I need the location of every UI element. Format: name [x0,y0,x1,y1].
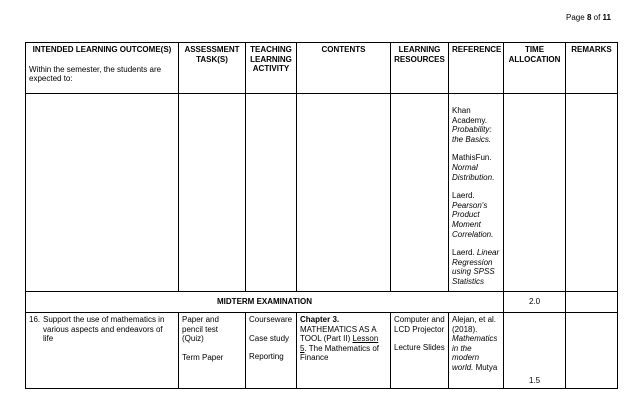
teaching-item: Case study [249,333,290,343]
cell-assessment [179,94,246,292]
header-ilo-title: INTENDED LEARNING OUTCOME(S) [32,45,172,54]
reference-entry: Laerd. Linear Regression using SPSS Statistics [452,248,500,286]
content-lesson-title: . The Mathematics of Finance [300,343,380,363]
header-contents: CONTENTS [297,43,391,94]
content-chapter: Chapter 3. [300,315,340,324]
cell-time [504,94,566,292]
table-row [26,313,618,389]
cell-time: 1.5 [504,313,566,389]
cell-reference: Alejan, et al. (2018). Mathematics in the modern world. Mutya [449,313,504,389]
outcome-text: Support the use of mathematics in various aspects and endeavors of life [43,315,165,344]
cell-resources [391,313,449,389]
header-time: TIME ALLOCATION [504,43,566,94]
midterm-label: MIDTERM EXAMINATION [26,292,504,313]
cell-assessment [179,313,246,389]
table-row [26,94,618,292]
header-ilo-subtitle: Within the semester, the students are expected to: [29,64,162,84]
page-number [566,13,611,22]
cell-resources [391,94,449,292]
page-label: Page [566,13,585,22]
assessment-item: Paper and pencil test (Quiz) [182,315,219,344]
cell-ilo [26,94,179,292]
midterm-remarks [566,292,618,313]
page-of: of [593,13,601,22]
page-current: 8 [586,13,592,22]
syllabus-table [25,42,618,389]
cell-reference [449,94,504,292]
page-total: 11 [602,13,611,22]
resource-item: Computer and LCD Projector [394,315,445,334]
assessment-item: Term Paper [182,352,224,362]
midterm-time: 2.0 [504,292,566,313]
reference-entry: MathisFun. Normal Distribution. [452,153,495,182]
header-ilo [26,43,179,94]
cell-teaching [246,94,297,292]
cell-teaching [246,313,297,389]
midterm-row [26,292,618,313]
content-title: MATHEMATICS AS A TOOL (Part II) [300,324,377,344]
cell-remarks [566,94,618,292]
header-teaching: TEACHING LEARNING ACTIVITY [246,43,297,94]
content-lesson: Lesson 5 [300,334,379,353]
header-row [26,43,618,94]
header-remarks: REMARKS [566,43,618,94]
teaching-item: Courseware [249,315,293,324]
cell-ilo [26,313,179,389]
cell-contents [297,313,391,389]
cell-remarks [566,313,618,389]
header-assessment: ASSESSMENT TASK(S) [179,43,246,94]
reference-entry: Khan Academy. Probability: the Basics. [452,106,492,144]
cell-contents [297,94,391,292]
header-reference: REFERENCE [449,43,504,94]
header-resources: LEARNING RESOURCES [391,43,449,94]
teaching-item: Reporting [249,352,284,362]
resource-item: Lecture Slides [394,343,445,353]
outcome-number: 16. [29,315,41,324]
reference-entry: Laerd. Pearson's Product Moment Correlation. [452,191,494,239]
